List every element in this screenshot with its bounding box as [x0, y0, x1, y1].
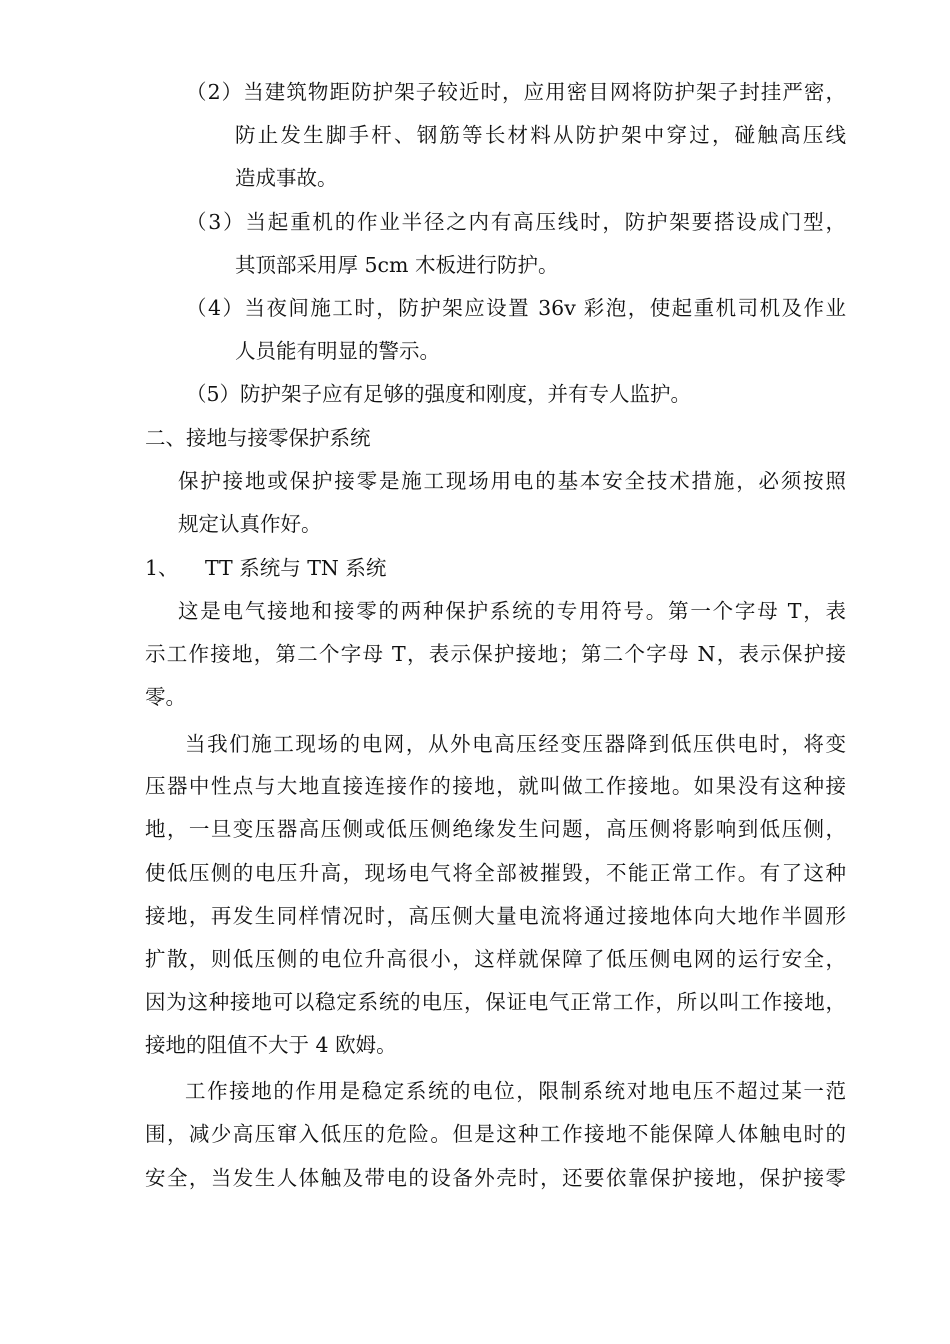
list-item-5: （5）防护架子应有足够的强度和刚度，并有专人监护。 [186, 382, 692, 406]
subsection-number: 1、 [145, 556, 179, 580]
list-item-3-line-1: （3）当起重机的作业半径之内有高压线时，防护架要搭设成门型， [186, 210, 846, 234]
paragraph-3-line-1: 工作接地的作用是稳定系统的电位，限制系统对地电压不超过某一范 [185, 1079, 846, 1103]
paragraph-1-line-3: 零。 [145, 685, 186, 709]
list-item-4-line-1: （4）当夜间施工时，防护架应设置 36v 彩泡，使起重机司机及作业 [186, 296, 846, 320]
list-item-2-line-2: 防止发生脚手杆、钢筋等长材料从防护架中穿过，碰触高压线 [235, 123, 846, 147]
paragraph-3-line-3: 安全，当发生人体触及带电的设备外壳时，还要依靠保护接地，保护接零 [145, 1166, 846, 1190]
paragraph-2-line-2: 压器中性点与大地直接连接作的接地，就叫做工作接地。如果没有这种接 [145, 774, 846, 798]
paragraph-2-line-7: 因为这种接地可以稳定系统的电压，保证电气正常工作，所以叫工作接地， [145, 990, 846, 1014]
paragraph-2-line-5: 接地，再发生同样情况时，高压侧大量电流将通过接地体向大地作半圆形 [145, 904, 846, 928]
subsection-title: TT 系统与 TN 系统 [205, 556, 387, 580]
section-intro-line-2: 规定认真作好。 [178, 512, 322, 536]
section-intro-line-1: 保护接地或保护接零是施工现场用电的基本安全技术措施，必须按照 [178, 469, 846, 493]
paragraph-2-line-8: 接地的阻值不大于 4 欧姆。 [145, 1033, 397, 1057]
list-item-4-line-2: 人员能有明显的警示。 [235, 339, 440, 363]
list-item-3-line-2: 其顶部采用厚 5cm 木板进行防护。 [235, 253, 559, 277]
paragraph-3-line-2: 围，减少高压窜入低压的危险。但是这种工作接地不能保障人体触电时的 [145, 1122, 846, 1146]
list-item-2-line-3: 造成事故。 [235, 166, 338, 190]
section-heading-2: 二、接地与接零保护系统 [145, 426, 371, 450]
paragraph-1-line-1: 这是电气接地和接零的两种保护系统的专用符号。第一个字母 T，表 [178, 599, 846, 623]
paragraph-2-line-4: 使低压侧的电压升高，现场电气将全部被摧毁，不能正常工作。有了这种 [145, 861, 846, 885]
paragraph-2-line-6: 扩散，则低压侧的电位升高很小，这样就保障了低压侧电网的运行安全， [145, 947, 846, 971]
paragraph-2-line-1: 当我们施工现场的电网，从外电高压经变压器降到低压供电时，将变 [185, 732, 846, 756]
list-item-2-line-1: （2）当建筑物距防护架子较近时，应用密目网将防护架子封挂严密， [186, 80, 846, 104]
paragraph-1-line-2: 示工作接地，第二个字母 T，表示保护接地；第二个字母 N，表示保护接 [145, 642, 846, 666]
paragraph-2-line-3: 地，一旦变压器高压侧或低压侧绝缘发生问题，高压侧将影响到低压侧， [145, 817, 846, 841]
